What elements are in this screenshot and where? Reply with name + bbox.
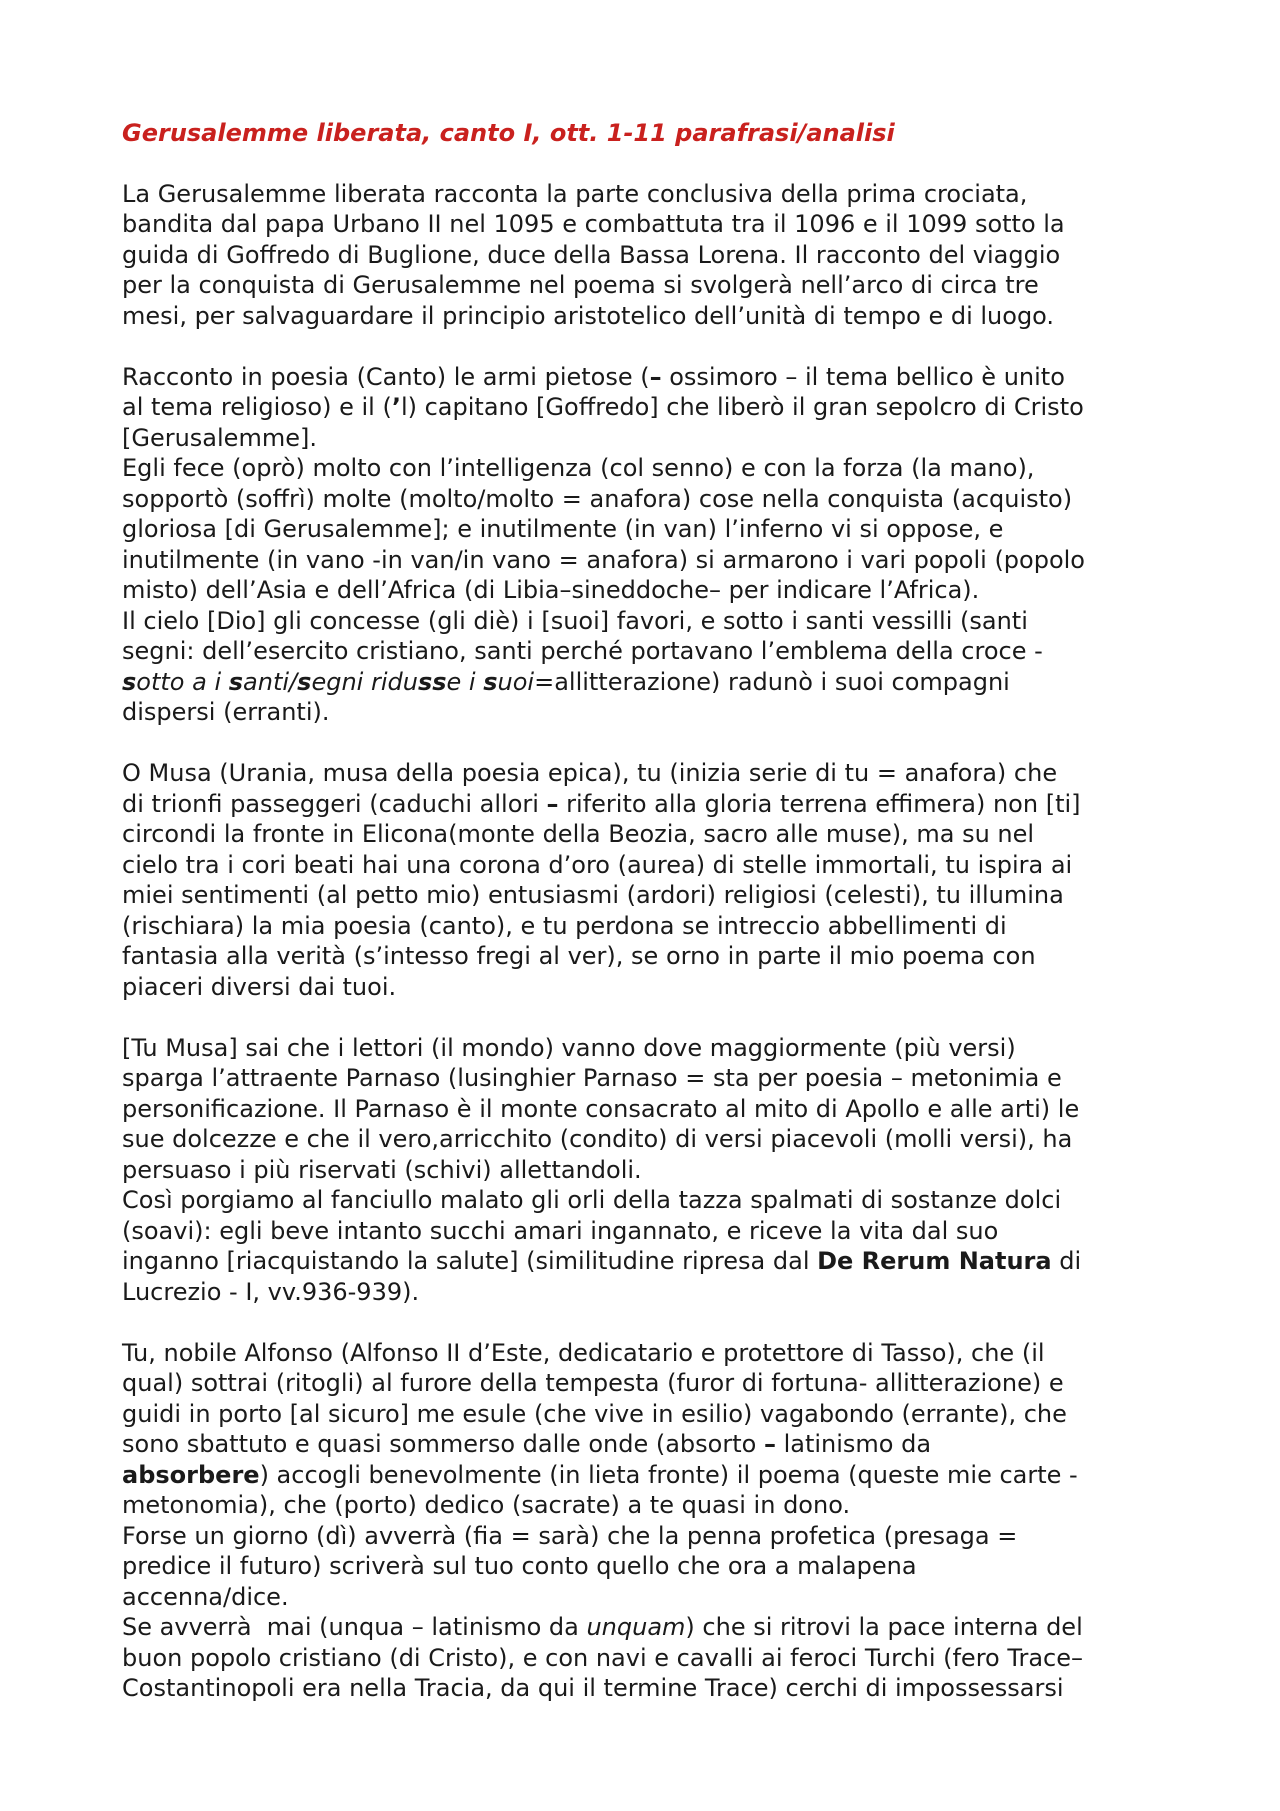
invocation-paragraph: O Musa (Urania, musa della poesia epica), tu (inizia serie di tu = anafora) che di trionfi passeggeri (caduchi allori – riferito alla gloria terrena effimera) non [ti] circondi la fronte in Elicona(monte della Beozia, sacro alle muse), ma su nel cielo tra i cori beati hai una corona d’oro (aurea) di stelle immortali, tu ispira ai miei sentimenti (al petto mio) entusiasmi (ardori) religiosi (celesti), tu illumina (rischiara) la mia poesia (canto), e tu perdona se intreccio abbellimenti di fantasia alla verità (s’intesso fregi al ver), se orno in parte il mio poema con piaceri diversi dai tuoi. xyxy=(122,759,1081,1001)
document-page xyxy=(122,118,1182,1734)
document-title: Gerusalemme liberata, canto I, ott. 1-11 parafrasi/analisi xyxy=(122,119,895,147)
intro-paragraph: La Gerusalemme liberata racconta la parte conclusiva della prima crociata, bandita dal papa Urbano II nel 1095 e combattuta tra il 1096 e il 1099 sotto la guida di Goffredo di Buglione, duce della Bassa Lorena. Il racconto del viaggio per la conquista di Gerusalemme nel poema si svolgerà nell’arco di circa tre mesi, per salvaguardare il principio aristotelico dell’unità di tempo e di luogo. xyxy=(122,179,1065,330)
alfonso-paragraph: Tu, nobile Alfonso (Alfonso II d’Este, dedicatario e protettore di Tasso), che (il qual) sottrai (ritogli) al furore della tempesta (furor di fortuna- allitterazione) e guidi in porto [al sicuro] me esule (che vive in esilio) vagabondo (errante), che sono sbattuto e quasi sommerso dalle onde (absorto – latinismo da absorbere) accogli benevolmente (in lieta fronte) il poema (queste mie carte - metonomia), che (porto) dedico (sacrate) a te quasi in dono. Forse un giorno (dì) avverrà (fia = sarà) che la penna profetica (presaga = predice il futuro) scriverà sul tuo conto quello che ora a malapena accenna/dice. Se avverrà mai (unqua – latinismo da unquam) che si ritrovi la pace interna del buon popolo cristiano (di Cristo), e con navi e cavalli ai feroci Turchi (fero Trace– Costantinopoli era nella Tracia, da qui il termine Trace) cerchi di impossessarsi xyxy=(122,1338,1084,1702)
proemio-paragraph: Racconto in poesia (Canto) le armi pietose (– ossimoro – il tema bellico è unito al tema religioso) e il (’l) capitano [Goffredo] che liberò il gran sepolcro di Cristo [Gerusalemme]. Egli fece (oprò) molto con l’intelligenza (col senno) e con la forza (la mano), sopportò (soffrì) molte (molto/molto = anafora) cose nella conquista (acquisto) gloriosa [di Gerusalemme]; e inutilmente (in van) l’inferno vi si oppose, e inutilmente (in vano -in van/in vano = anafora) si armarono i vari popoli (popolo misto) dell’Asia e dell’Africa (di Libia–sineddoche– per indicare l’Africa). Il cielo [Dio] gli concesse (gli diè) i [suoi] favori, e sotto i santi vessilli (santi segni: dell’esercito cristiano, santi perché portavano l’emblema della croce - sotto a i santi/segni ridusse i suoi=allitterazione) radunò i suoi compagni dispersi (erranti). xyxy=(122,362,1085,726)
parnaso-paragraph: [Tu Musa] sai che i lettori (il mondo) vanno dove maggiormente (più versi) sparga l’attraente Parnaso (lusinghier Parnaso = sta per poesia – metonimia e personificazione. Il Parnaso è il monte consacrato al mito di Apollo e alle arti) le sue dolcezze e che il vero,arricchito (condito) di versi piacevoli (molli versi), ha persuaso i più riservati (schivi) allettandoli. Così porgiamo al fanciullo malato gli orli della tazza spalmati di sostanze dolci (soavi): egli beve intanto succhi amari ingannato, e riceve la vita dal suo inganno [riacquistando la salute] (similitudine ripresa dal De Rerum Natura di Lucrezio - I, vv.936-939). xyxy=(122,1033,1082,1306)
